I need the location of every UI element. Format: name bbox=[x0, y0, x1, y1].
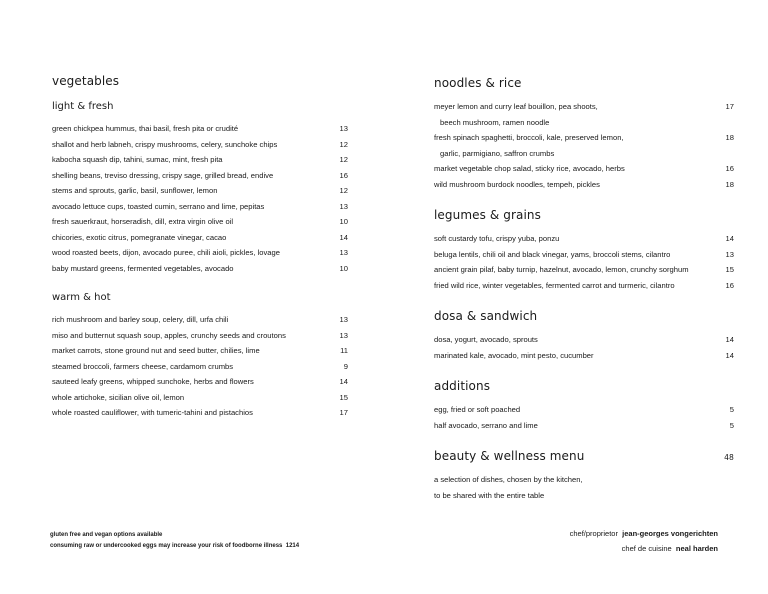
menu-item bbox=[52, 183, 348, 199]
item-name: egg, fried or soft poached bbox=[434, 405, 521, 414]
section-title-noodles-rice: noodles & rice bbox=[434, 76, 522, 90]
item-name: fried wild rice, winter vegetables, fermented carrot and turmeric, cilantro bbox=[434, 280, 675, 290]
menu-item bbox=[52, 230, 348, 246]
item-price: 11 bbox=[340, 346, 348, 355]
item-name: wild mushroom burdock noodles, tempeh, pickles bbox=[434, 179, 600, 189]
dietary-note: gluten free and vegan options available bbox=[50, 532, 163, 538]
menu-item bbox=[434, 177, 734, 193]
beauty-wellness-price: 48 bbox=[724, 453, 734, 462]
item-price: 13 bbox=[339, 248, 348, 257]
item-price: 13 bbox=[339, 330, 348, 340]
menu-item bbox=[434, 348, 734, 364]
item-price: 13 bbox=[339, 201, 348, 211]
menu-item bbox=[52, 261, 348, 277]
item-name: kabocha squash dip, tahini, sumac, mint, fresh pita bbox=[52, 155, 223, 164]
right-column bbox=[434, 76, 734, 519]
menu-item bbox=[52, 359, 348, 375]
footer-notes bbox=[50, 530, 299, 552]
item-price: 12 bbox=[339, 139, 348, 149]
chef-credit bbox=[570, 526, 718, 541]
item-price: 16 bbox=[725, 164, 734, 173]
menu-item bbox=[434, 99, 734, 130]
menu-item bbox=[52, 152, 348, 168]
item-price: 15 bbox=[725, 265, 734, 274]
item-name: fresh spinach spaghetti, broccoli, kale, preserved lemon, bbox=[434, 133, 624, 142]
menu-item bbox=[434, 231, 734, 247]
item-name: market vegetable chop salad, sticky rice, avocado, herbs bbox=[434, 164, 625, 173]
additions-section bbox=[434, 379, 734, 433]
item-price: 13 bbox=[725, 249, 734, 259]
menu-item bbox=[434, 418, 734, 434]
item-price: 16 bbox=[725, 280, 734, 290]
section-title-dosa-sandwich: dosa & sandwich bbox=[434, 309, 538, 323]
item-name-continued: garlic, parmigiano, saffron crumbs bbox=[440, 148, 555, 158]
menu-code: 1214 bbox=[285, 543, 300, 549]
chef-name: jean-georges vongerichten bbox=[622, 529, 718, 538]
item-price: 14 bbox=[725, 350, 734, 360]
chef-role: chef/proprietor bbox=[569, 529, 618, 538]
menu-item bbox=[52, 374, 348, 390]
beauty-wellness-description bbox=[434, 472, 734, 503]
item-name: ancient grain pilaf, baby turnip, hazelnut, avocado, lemon, crunchy sorghum bbox=[434, 265, 689, 274]
item-price: 16 bbox=[339, 170, 348, 180]
item-price: 17 bbox=[725, 102, 734, 111]
item-price: 12 bbox=[339, 155, 348, 164]
section-heading-warm-hot: warm & hot bbox=[52, 292, 111, 303]
item-name: beluga lentils, chili oil and black vinegar, yams, broccoli stems, cilantro bbox=[434, 249, 671, 259]
chef-credits bbox=[570, 526, 718, 556]
left-column bbox=[52, 74, 348, 437]
item-price: 5 bbox=[729, 420, 734, 430]
menu-item bbox=[52, 390, 348, 406]
cuisine-role: chef de cuisine bbox=[621, 544, 672, 553]
additions-list bbox=[434, 402, 734, 433]
item-name: half avocado, serrano and lime bbox=[434, 420, 538, 430]
menu-item bbox=[52, 328, 348, 344]
menu-item bbox=[434, 161, 734, 177]
item-name: steamed broccoli, farmers cheese, cardamom crumbs bbox=[52, 361, 234, 371]
item-name: whole artichoke, sicilian olive oil, lemon bbox=[52, 392, 185, 402]
item-name: shallot and herb labneh, crispy mushrooms, celery, sunchoke chips bbox=[52, 139, 278, 149]
menu-item bbox=[52, 199, 348, 215]
cuisine-credit bbox=[570, 541, 718, 556]
item-price: 13 bbox=[339, 315, 348, 324]
item-name: soft custardy tofu, crispy yuba, ponzu bbox=[434, 234, 560, 243]
item-name: dosa, yogurt, avocado, sprouts bbox=[434, 335, 538, 344]
item-price: 18 bbox=[725, 179, 734, 189]
item-name: shelling beans, treviso dressing, crispy sage, grilled bread, endive bbox=[52, 170, 274, 180]
menu-item bbox=[434, 402, 734, 418]
section-title-legumes-grains: legumes & grains bbox=[434, 208, 541, 222]
section-heading-light-fresh: light & fresh bbox=[52, 101, 114, 112]
item-name: miso and butternut squash soup, apples, crunchy seeds and croutons bbox=[52, 330, 286, 340]
menu-item bbox=[434, 278, 734, 294]
item-name: sauteed leafy greens, whipped sunchoke, herbs and flowers bbox=[52, 377, 254, 386]
item-name: wood roasted beets, dijon, avocado puree, chili aioli, pickles, lovage bbox=[52, 248, 280, 257]
item-name: marinated kale, avocado, mint pesto, cucumber bbox=[434, 350, 594, 360]
item-price: 15 bbox=[339, 392, 348, 402]
item-name: whole roasted cauliflower, with tumeric-tahini and pistachios bbox=[52, 408, 253, 417]
cuisine-name: neal harden bbox=[675, 544, 718, 553]
health-warning: consuming raw or undercooked eggs may increase your risk of foodborne illness 1214 bbox=[50, 543, 300, 549]
section-title-beauty-wellness bbox=[434, 449, 734, 463]
item-name: avocado lettuce cups, toasted cumin, serrano and lime, pepitas bbox=[52, 201, 265, 211]
vegetables-title: vegetables bbox=[52, 74, 120, 88]
dosa-sandwich-section bbox=[434, 309, 734, 363]
item-price: 13 bbox=[339, 124, 348, 133]
menu-item bbox=[52, 343, 348, 359]
legumes-grains-section bbox=[434, 208, 734, 293]
item-name: rich mushroom and barley soup, celery, dill, urfa chili bbox=[52, 315, 229, 324]
item-price: 10 bbox=[339, 217, 348, 226]
item-name: chicories, exotic citrus, pomegranate vinegar, cacao bbox=[52, 232, 227, 242]
item-price: 17 bbox=[339, 408, 348, 417]
item-name: market carrots, stone ground nut and seed butter, chilies, lime bbox=[52, 346, 260, 355]
item-price: 14 bbox=[339, 232, 348, 242]
menu-item bbox=[434, 130, 734, 161]
warm-hot-list bbox=[52, 312, 348, 421]
menu-item bbox=[434, 247, 734, 263]
noodles-rice-section bbox=[434, 76, 734, 192]
description-line: to be shared with the entire table bbox=[434, 490, 545, 500]
item-price: 14 bbox=[339, 377, 348, 386]
noodles-rice-list bbox=[434, 99, 734, 192]
light-fresh-list bbox=[52, 121, 348, 276]
item-name-continued: beech mushroom, ramen noodle bbox=[440, 117, 550, 127]
menu-item bbox=[52, 312, 348, 328]
item-price: 10 bbox=[339, 263, 348, 273]
item-name: fresh sauerkraut, horseradish, dill, extra virgin olive oil bbox=[52, 217, 234, 226]
item-price: 12 bbox=[339, 186, 348, 195]
item-name: meyer lemon and curry leaf bouillon, pea shoots, bbox=[434, 102, 598, 111]
item-price: 14 bbox=[725, 234, 734, 243]
menu-item bbox=[434, 262, 734, 278]
item-name: baby mustard greens, fermented vegetables, avocado bbox=[52, 263, 234, 273]
item-name: green chickpea hummus, thai basil, fresh pita or crudité bbox=[52, 124, 239, 133]
menu-item bbox=[52, 245, 348, 261]
beauty-wellness-section bbox=[434, 449, 734, 503]
menu-item bbox=[52, 214, 348, 230]
menu-item bbox=[52, 405, 348, 421]
item-price: 9 bbox=[343, 361, 348, 371]
menu-item bbox=[52, 168, 348, 184]
beauty-wellness-title: beauty & wellness menu bbox=[434, 449, 585, 463]
item-price: 14 bbox=[725, 335, 734, 344]
legumes-grains-list bbox=[434, 231, 734, 293]
menu-item bbox=[52, 121, 348, 137]
item-price: 18 bbox=[725, 133, 734, 142]
dosa-sandwich-list bbox=[434, 332, 734, 363]
menu-item bbox=[52, 137, 348, 153]
description-line: a selection of dishes, chosen by the kitchen, bbox=[434, 475, 583, 484]
section-title-additions: additions bbox=[434, 379, 491, 393]
item-price: 5 bbox=[729, 405, 734, 414]
menu-item bbox=[434, 332, 734, 348]
item-name: stems and sprouts, garlic, basil, sunflower, lemon bbox=[52, 186, 218, 195]
